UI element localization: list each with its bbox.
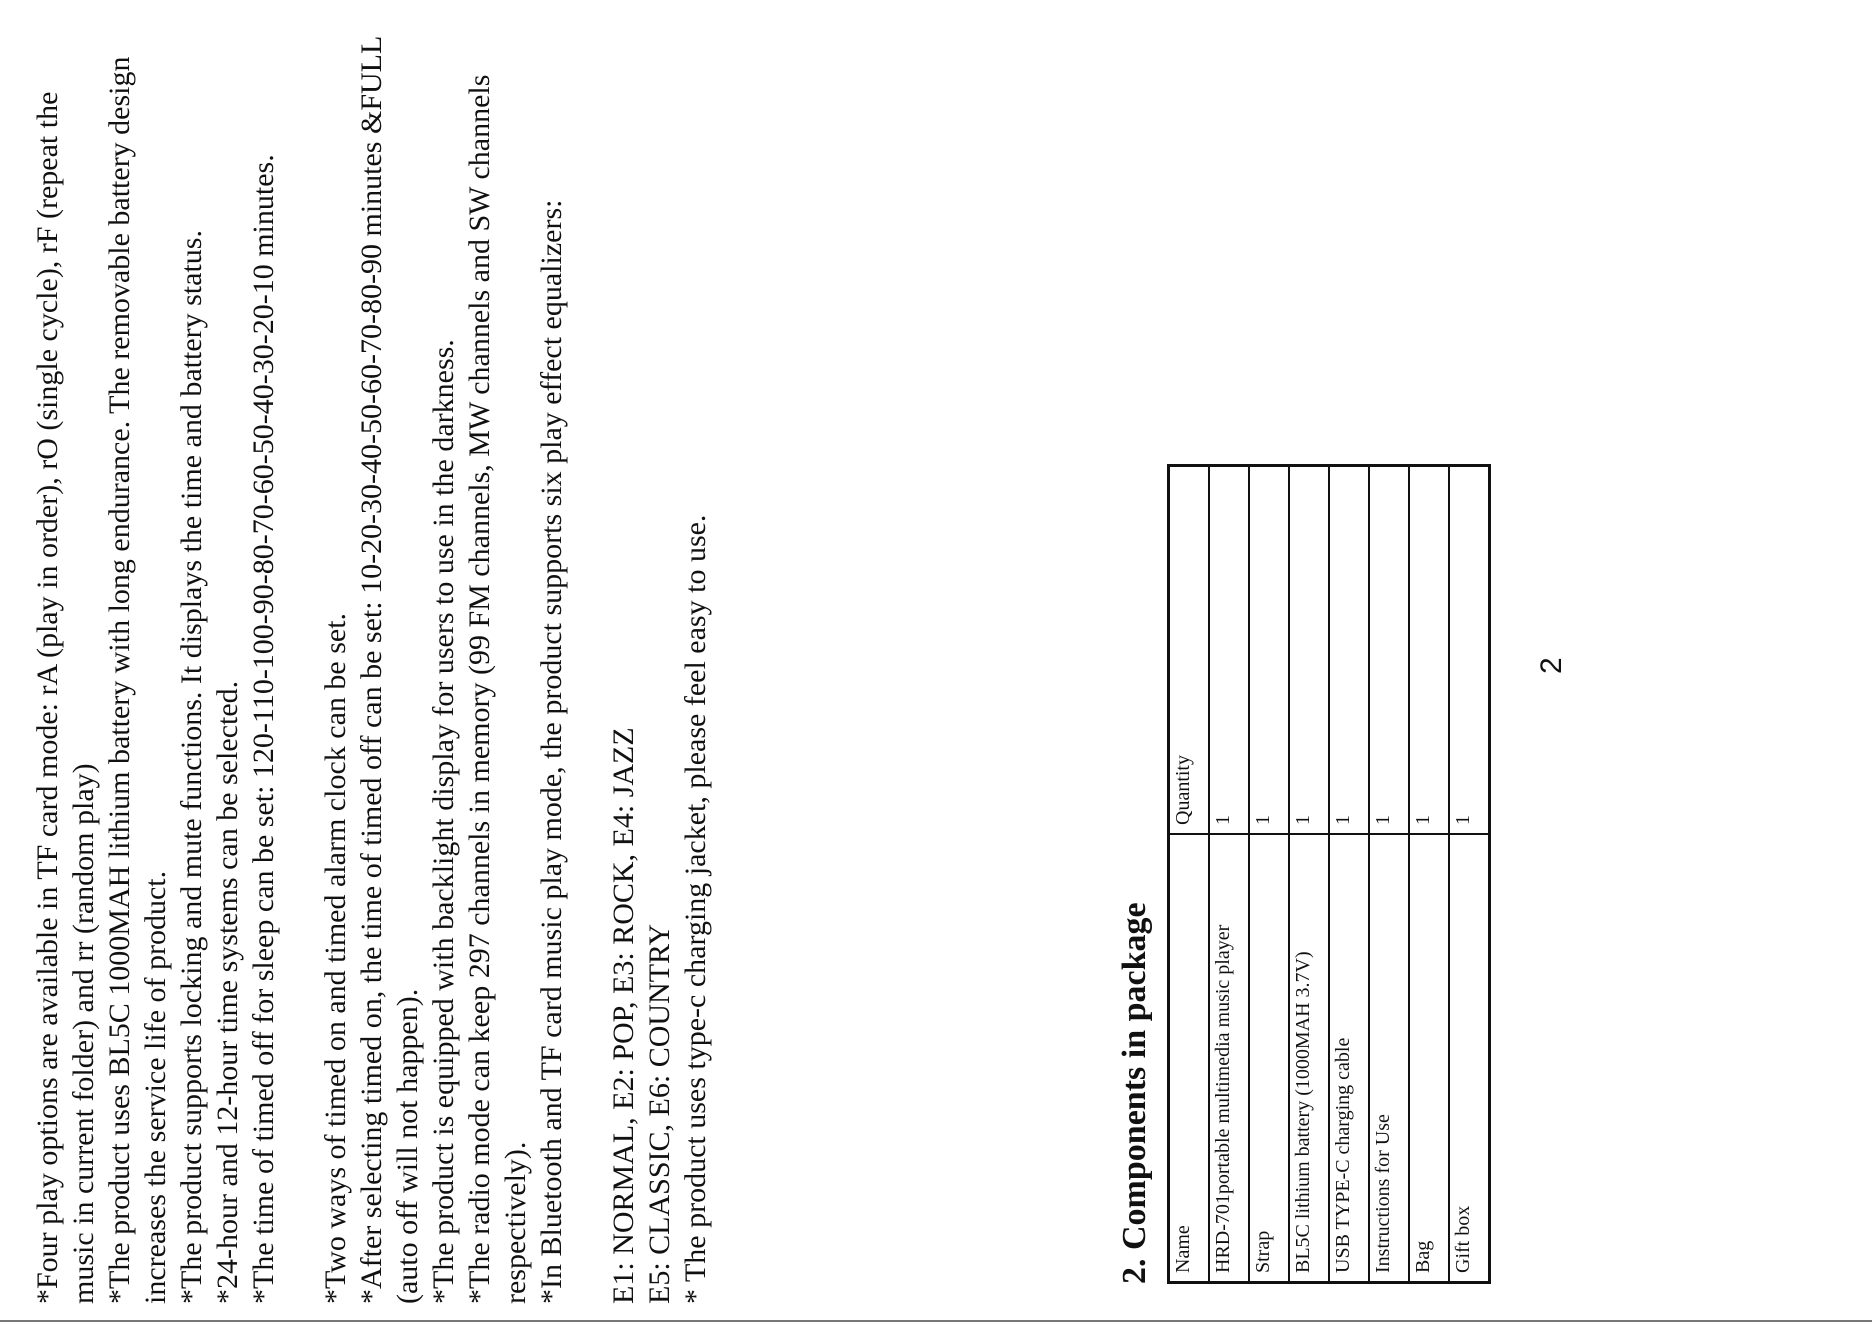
table-row xyxy=(1209,466,1249,1283)
table-row xyxy=(1369,466,1409,1283)
components-heading: 2. Components in package xyxy=(1116,902,1153,1284)
feature-charging: * The product uses type-c charging jacket, please feel easy to use. xyxy=(679,514,712,1304)
table-row xyxy=(1329,466,1369,1283)
table-header-row xyxy=(1169,466,1210,1283)
equalizer-list-2: E5: CLASSIC, E6: COUNTRY xyxy=(643,923,676,1304)
table-row xyxy=(1449,466,1490,1283)
component-qty: 1 xyxy=(1249,466,1289,835)
component-qty: 1 xyxy=(1289,466,1329,835)
feature-timed-off: *After selecting timed on, the time of timed off can be set: 10-20-30-40-50-60-70-80-90 minutes &FULL (auto off will not happen). xyxy=(355,36,424,1304)
equalizer-list-1: E1: NORMAL, E2: POP, E3: ROCK, E4: JAZZ xyxy=(607,727,640,1304)
feature-time-systems: *24-hour and 12-hour time systems can be selected. xyxy=(211,680,244,1304)
component-qty: 1 xyxy=(1209,466,1249,835)
component-name: BL5C lithium battery (1000MAH 3.7V) xyxy=(1289,834,1329,1283)
feature-locking: *The product supports locking and mute functions. It displays the time and battery status. xyxy=(175,230,208,1304)
feature-alarm: *Two ways of timed on and timed alarm clock can be set. xyxy=(319,612,352,1304)
component-qty: 1 xyxy=(1329,466,1369,835)
table-row xyxy=(1289,466,1329,1283)
component-name: Strap xyxy=(1249,834,1289,1283)
column-header-quantity: Quantity xyxy=(1169,466,1210,835)
feature-play-options: *Four play options are available in TF card mode: rA (play in order), rO (single cycle), rF (repeat the music in current folder) and rr (random play) xyxy=(31,91,100,1304)
components-section xyxy=(1115,464,1491,1284)
component-qty: 1 xyxy=(1409,466,1449,835)
column-header-name: Name xyxy=(1169,834,1210,1283)
feature-backlight: *The product is equipped with backlight display for users to use in the darkness. xyxy=(427,339,460,1304)
feature-battery: *The product uses BL5C 1000MAH lithium battery with long endurance. The removable battery design increases the service life of product. xyxy=(103,56,172,1304)
feature-sleep-timer: *The time of timed off for sleep can be set: 120-110-100-90-80-70-60-50-40-30-20-10 minutes. xyxy=(247,154,280,1304)
components-table xyxy=(1167,464,1491,1284)
component-name: Bag xyxy=(1409,834,1449,1283)
table-row xyxy=(1409,466,1449,1283)
component-name: USB TYPE-C charging cable xyxy=(1329,834,1369,1283)
bottom-divider xyxy=(0,1320,1872,1322)
component-qty: 1 xyxy=(1449,466,1490,835)
component-name: Instructions for Use xyxy=(1369,834,1409,1283)
component-name: Gift box xyxy=(1449,834,1490,1283)
feature-equalizers: *In Bluetooth and TF card music play mode, the product supports six play effect equalizers: xyxy=(535,199,568,1304)
page-number: 2 xyxy=(1535,657,1568,674)
table-row xyxy=(1249,466,1289,1283)
component-name: HRD-701portable multimedia music player xyxy=(1209,834,1249,1283)
component-qty: 1 xyxy=(1369,466,1409,835)
feature-radio-memory: *The radio mode can keep 297 channels in memory (99 FM channels, MW channels and SW channels respectively). xyxy=(463,74,532,1304)
